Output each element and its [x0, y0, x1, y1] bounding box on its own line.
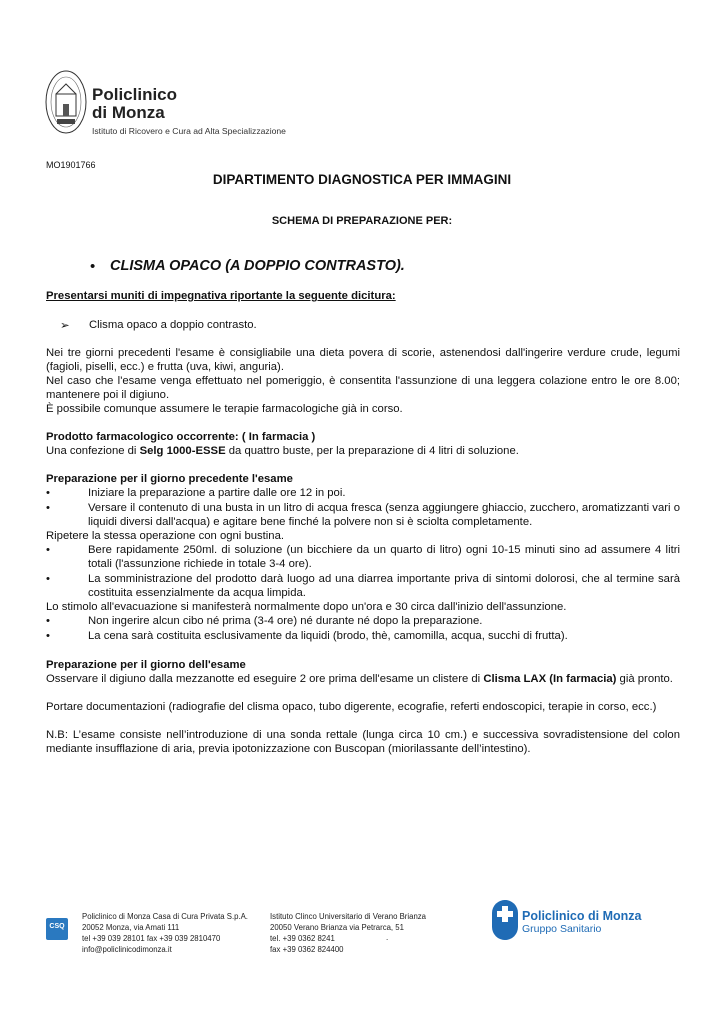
csq-logo-text: CSQ: [49, 923, 65, 930]
footer-logo-name: Policlinico di Monza: [522, 909, 642, 923]
clisma-lax: Clisma LAX (In farmacia): [483, 673, 617, 685]
product-heading: Prodotto farmacologico occorrente: ( In farmacia ): [46, 431, 316, 443]
list-item: • Iniziare la preparazione a partire dalle ore 12 in poi.: [46, 487, 346, 499]
footer-logo: [492, 898, 682, 944]
exam-day-paragraph-3: N.B: L’esame consiste nell’introduzione di una sonda rettale (lunga circa 10 cm.) e successiva sovradistensione del colon mediante insufflazione di aria, previa ipotonizzazione con Buscopan (miorilassante dell’intestino).: [46, 729, 680, 756]
brand-line-2: di Monza: [92, 103, 165, 122]
product-text: Una confezione di Selg 1000-ESSE da quattro buste, per la preparazione di 4 litri di soluzione.: [46, 445, 519, 457]
exam-bullet: •: [90, 258, 96, 275]
list-item: • Bere rapidamente 250ml. di soluzione (un bicchiere da un quarto di litro) ogni 10-15 minuti sino ad assumere 4 litri totali (l'assunzione richiede in totale 3-4 ore).: [46, 544, 680, 571]
department-title: DIPARTIMENTO DIAGNOSTICA PER IMMAGINI: [212, 172, 512, 187]
footer-address-verano: Istituto Clinco Universitario di Verano Brianza 20050 Verano Brianza via Petrarca, 51 tel. +39 0362 8241 fax +39 0362 824400: [270, 912, 427, 954]
footer-dot: .: [386, 933, 389, 942]
cross-logo-icon: [492, 900, 518, 940]
arrow-bullet-icon: ➢: [60, 320, 70, 332]
product-name: Selg 1000-ESSE: [139, 445, 226, 457]
exam-day-paragraph-2: Portare documentazioni (radiografie del clisma opaco, tubo digerente, ecografie, referti endoscopici, terapie in corso, ecc.): [46, 701, 657, 713]
list-item: • Versare il contenuto di una busta in un litro di acqua fresca (senza aggiungere ghiaccio, zucchero, aromatizzanti vari o liquidi diversi dall'acqua) e agitare bene finché la polvere non si è sciolta completamente.: [46, 502, 680, 529]
exam-day-heading: Preparazione per il giorno dell'esame: [46, 659, 246, 671]
list-item: • La somministrazione del prodotto darà luogo ad una diarrea importante priva di sintomi dolorosi, che al termine sarà costituita essenzialmente da acqua limpida.: [46, 573, 680, 600]
repeat-note: Ripetere la stessa operazione con ogni bustina.: [46, 530, 285, 542]
brand-subtitle: Istituto di Ricovero e Cura ad Alta Specializzazione: [92, 126, 286, 136]
brand-line-1: Policlinico: [92, 85, 178, 104]
intro-paragraph-1: Nei tre giorni precedenti l'esame è consigliabile una dieta povera di scorie, astenendosi dall'ingerire verdure crude, legumi (fagioli, piselli, ecc.) e frutta (uva, kiwi, anguria).: [46, 347, 680, 374]
footer-address-monza: Policlinico di Monza Casa di Cura Privata S.p.A. 20052 Monza, via Amati 111 tel +39 039 28101 fax +39 039 2810470 info@policlinicodimonza.it: [82, 912, 248, 954]
header-logo: [44, 68, 284, 140]
document-code: MO1901766: [46, 160, 96, 170]
list-item: • La cena sarà costituita esclusivamente da liquidi (brodo, thè, camomilla, acqua, succhi di frutta).: [46, 630, 568, 642]
intro-paragraph-2: Nel caso che l'esame venga effettuato nel pomeriggio, è consentita l'assunzione di una leggera colazione entro le ore 8.00; mantenere poi il digiuno.: [46, 375, 680, 402]
intro-paragraph-3: È possibile comunque assumere le terapie farmacologiche già in corso.: [46, 403, 403, 415]
exam-title: CLISMA OPACO (A DOPPIO CONTRASTO).: [110, 258, 405, 274]
list-item: • Non ingerire alcun cibo né prima (3-4 ore) né durante né dopo la preparazione.: [46, 615, 483, 627]
request-heading: Presentarsi muniti di impegnativa riportante la seguente dicitura:: [46, 290, 396, 302]
schema-heading: SCHEMA DI PREPARAZIONE PER:: [271, 215, 453, 227]
day-before-heading: Preparazione per il giorno precedente l'esame: [46, 473, 293, 485]
request-item: Clisma opaco a doppio contrasto.: [89, 319, 257, 331]
exam-day-paragraph-1: Osservare il digiuno dalla mezzanotte ed eseguire 2 ore prima dell'esame un clistere di Clisma LAX (In farmacia) già pronto.: [46, 673, 673, 685]
stimulus-note: Lo stimolo all'evacuazione si manifesterà normalmente dopo un'ora e 30 circa dall'inizio dell'assunzione.: [46, 601, 567, 613]
footer-logo-subtitle: Gruppo Sanitario: [522, 923, 602, 935]
seal-icon: [44, 68, 88, 136]
